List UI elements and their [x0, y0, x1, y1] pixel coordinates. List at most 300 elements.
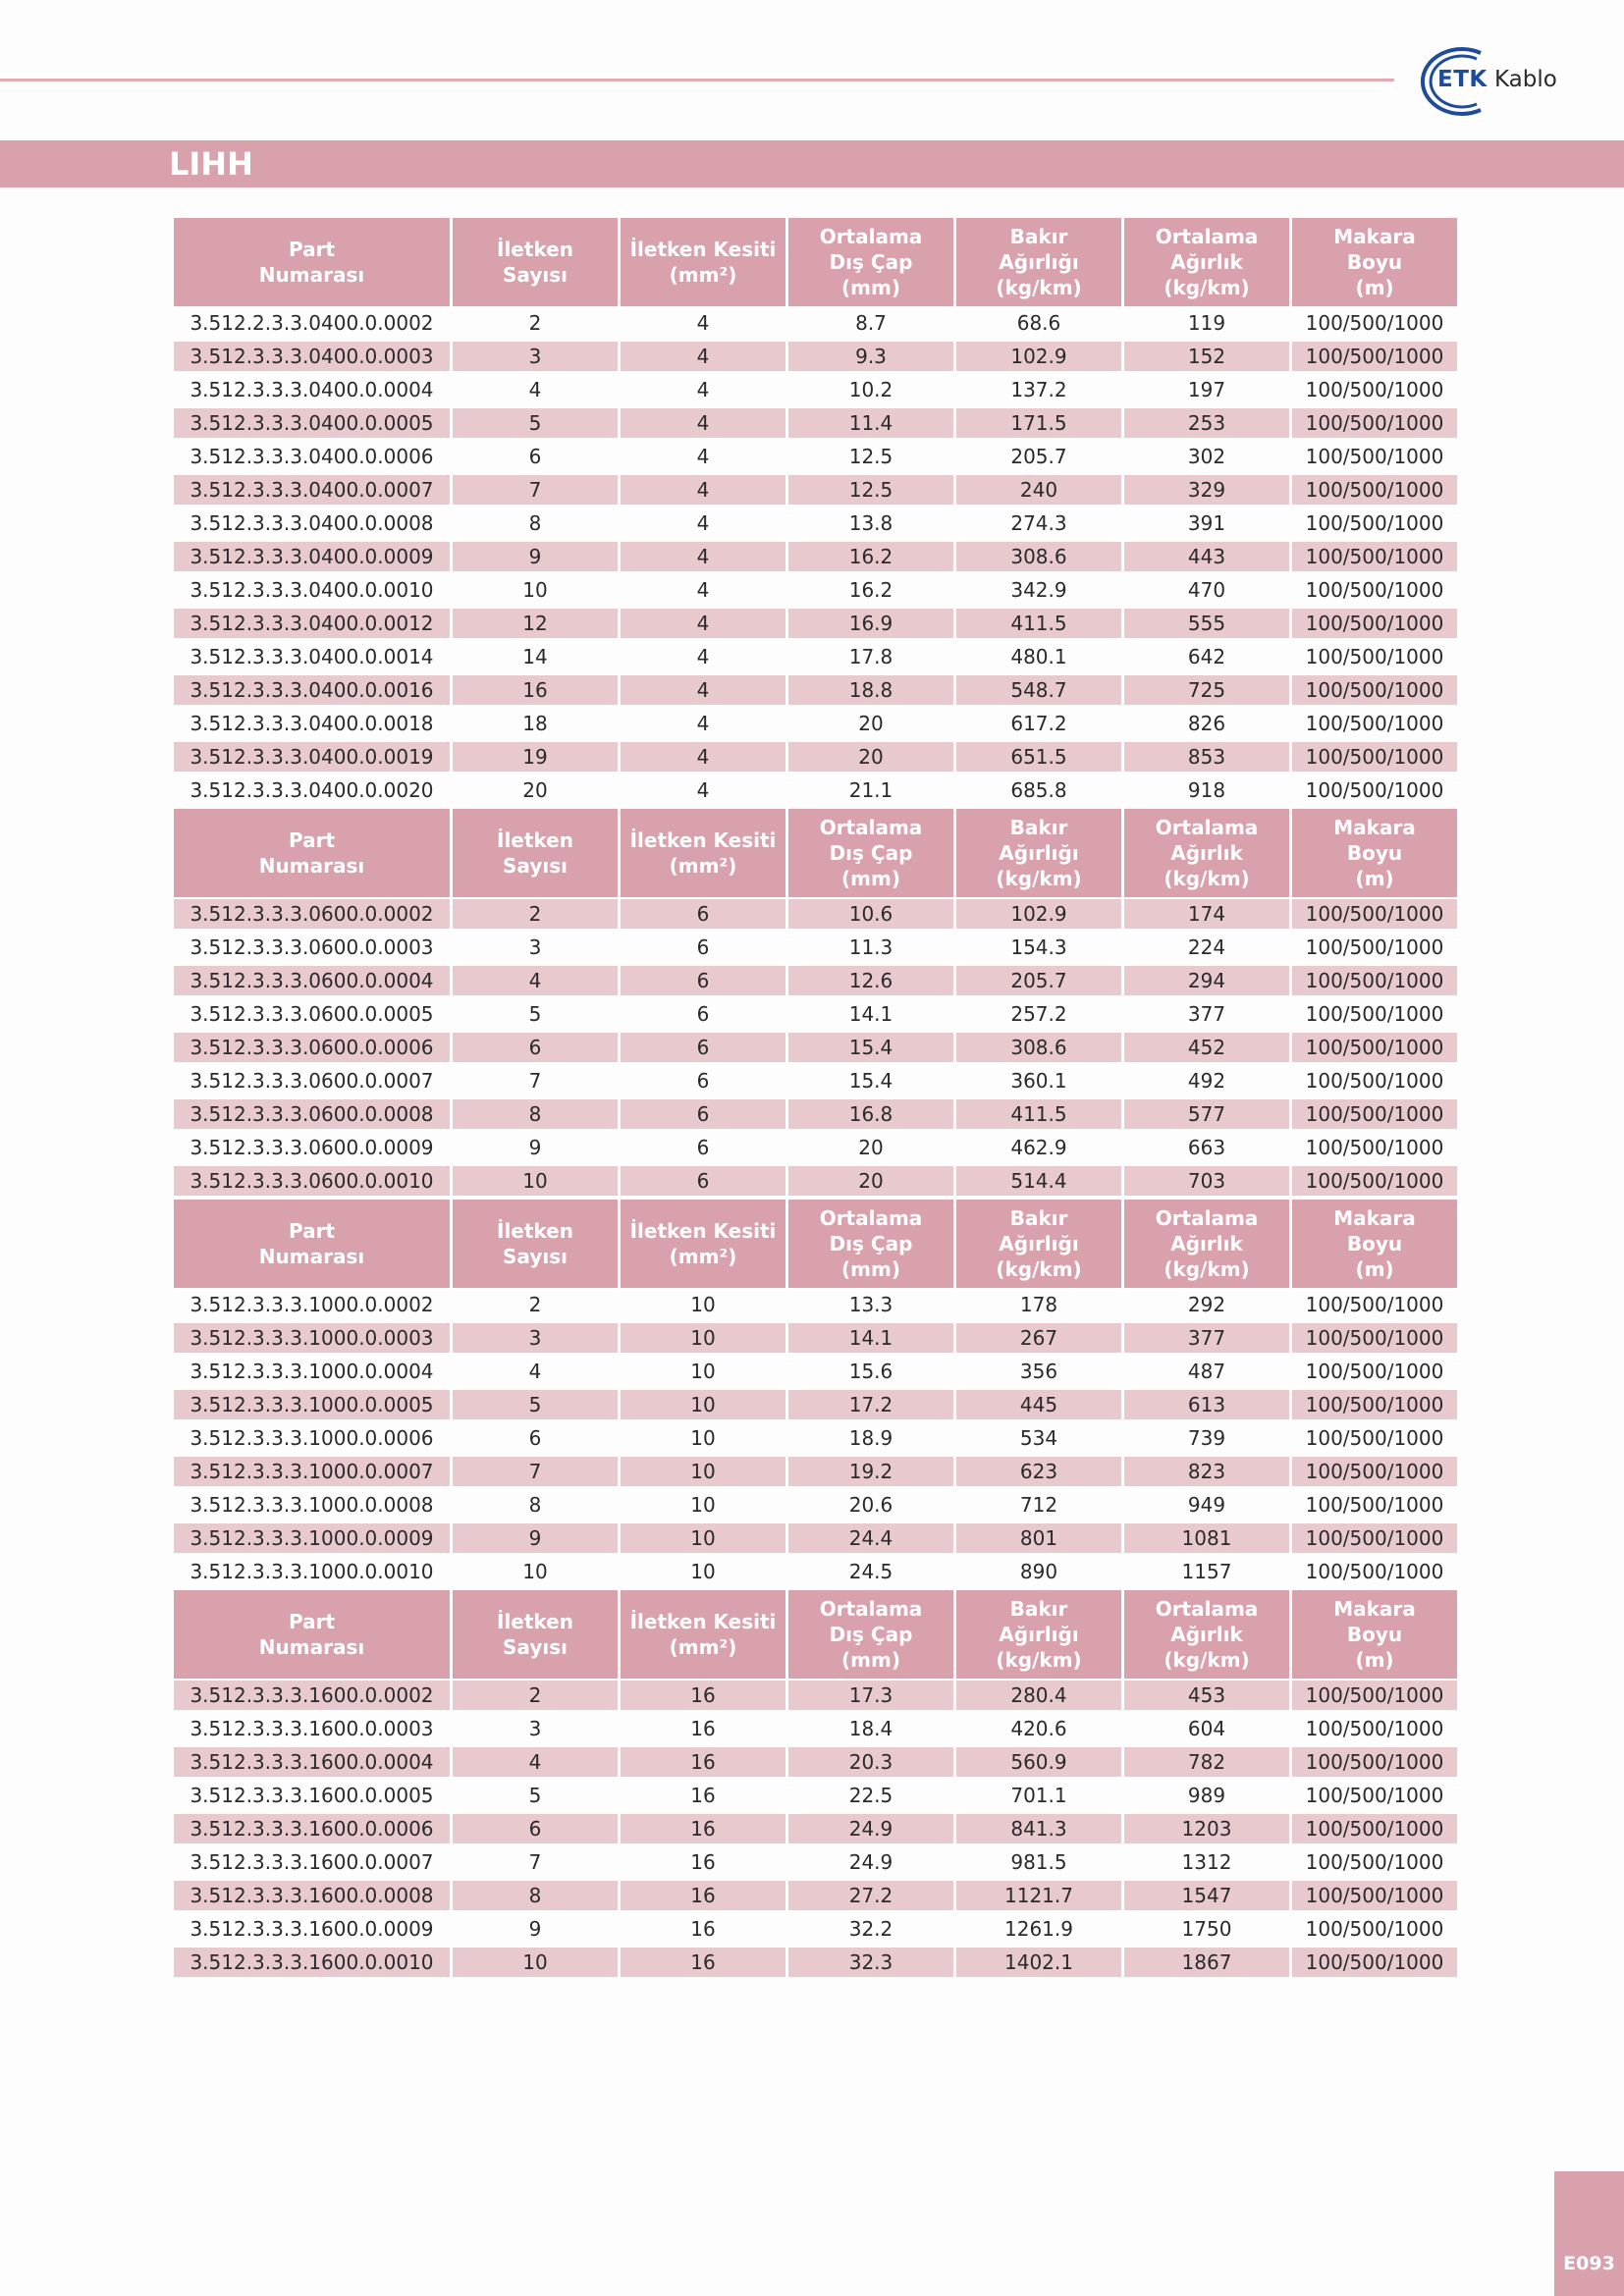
copper-weight-cell: 801 — [955, 1522, 1123, 1555]
table-row — [173, 1388, 1459, 1421]
conductor-section-cell: 6 — [620, 1164, 787, 1198]
table-row — [173, 1064, 1459, 1097]
conductor-count-cell: 2 — [452, 1680, 620, 1712]
avg-weight-cell: 292 — [1123, 1289, 1291, 1321]
outer-diameter-cell: 13.3 — [787, 1289, 955, 1321]
conductor-count-cell: 8 — [452, 1488, 620, 1522]
reel-length-cell: 100/500/1000 — [1291, 1488, 1459, 1522]
outer-diameter-cell: 20 — [787, 707, 955, 740]
conductor-section-cell: 10 — [620, 1522, 787, 1555]
part-number-cell: 3.512.3.3.3.0600.0.0003 — [173, 931, 452, 964]
part-number-cell: 3.512.3.3.3.0400.0.0012 — [173, 607, 452, 640]
part-number-cell: 3.512.3.3.3.0600.0.0002 — [173, 898, 452, 931]
outer-diameter-cell: 18.8 — [787, 673, 955, 707]
table-row — [173, 1164, 1459, 1198]
conductor-count-cell: 9 — [452, 1131, 620, 1164]
part-number-cell: 3.512.3.3.3.0400.0.0009 — [173, 540, 452, 573]
copper-weight-cell: 651.5 — [955, 740, 1123, 774]
copper-weight-cell: 685.8 — [955, 774, 1123, 807]
part-number-cell: 3.512.3.3.3.1600.0.0005 — [173, 1779, 452, 1812]
copper-weight-cell: 205.7 — [955, 964, 1123, 997]
conductor-count-cell: 6 — [452, 1421, 620, 1455]
avg-weight-cell: 823 — [1123, 1455, 1291, 1488]
conductor-count-header: İletken Sayısı — [452, 218, 620, 307]
conductor-section-cell: 4 — [620, 673, 787, 707]
outer-diameter-cell: 24.5 — [787, 1555, 955, 1588]
reel-length-cell: 100/500/1000 — [1291, 774, 1459, 807]
conductor-count-cell: 20 — [452, 774, 620, 807]
table-row — [173, 406, 1459, 440]
part-number-cell: 3.512.3.3.3.0400.0.0008 — [173, 507, 452, 540]
conductor-section-cell: 4 — [620, 573, 787, 607]
copper-weight-cell: 154.3 — [955, 931, 1123, 964]
conductor-section-cell: 6 — [620, 964, 787, 997]
part-number-header: Part Numarası — [173, 1588, 452, 1680]
table-row — [173, 1812, 1459, 1845]
avg-weight-cell: 452 — [1123, 1031, 1291, 1064]
conductor-count-header: İletken Sayısı — [452, 1198, 620, 1289]
conductor-section-cell: 16 — [620, 1812, 787, 1845]
logo-mark-text: ETK — [1437, 67, 1488, 92]
conductor-section-cell: 10 — [620, 1321, 787, 1355]
avg-weight-cell: 1867 — [1123, 1946, 1291, 1979]
copper-weight-cell: 240 — [955, 473, 1123, 507]
table-row — [173, 340, 1459, 373]
table-row — [173, 1321, 1459, 1355]
outer-diameter-header: Ortalama Dış Çap (mm) — [787, 1198, 955, 1289]
outer-diameter-cell: 16.2 — [787, 540, 955, 573]
avg-weight-cell: 642 — [1123, 640, 1291, 673]
conductor-section-cell: 10 — [620, 1388, 787, 1421]
outer-diameter-cell: 20 — [787, 1164, 955, 1198]
avg-weight-header: Ortalama Ağırlık (kg/km) — [1123, 807, 1291, 898]
conductor-section-cell: 6 — [620, 1131, 787, 1164]
reel-length-cell: 100/500/1000 — [1291, 640, 1459, 673]
conductor-count-cell: 5 — [452, 997, 620, 1031]
copper-weight-cell: 205.7 — [955, 440, 1123, 473]
conductor-section-cell: 6 — [620, 1064, 787, 1097]
conductor-count-cell: 7 — [452, 473, 620, 507]
reel-length-cell: 100/500/1000 — [1291, 1355, 1459, 1388]
outer-diameter-cell: 24.9 — [787, 1845, 955, 1879]
avg-weight-cell: 1081 — [1123, 1522, 1291, 1555]
part-number-cell: 3.512.3.3.3.1600.0.0010 — [173, 1946, 452, 1979]
conductor-section-cell: 4 — [620, 740, 787, 774]
reel-length-cell: 100/500/1000 — [1291, 406, 1459, 440]
table-row — [173, 607, 1459, 640]
avg-weight-cell: 174 — [1123, 898, 1291, 931]
conductor-section-cell: 10 — [620, 1455, 787, 1488]
part-number-cell: 3.512.3.3.3.1000.0.0010 — [173, 1555, 452, 1588]
table-row — [173, 1131, 1459, 1164]
copper-weight-cell: 560.9 — [955, 1745, 1123, 1779]
outer-diameter-cell: 15.6 — [787, 1355, 955, 1388]
copper-weight-cell: 1261.9 — [955, 1912, 1123, 1946]
part-number-cell: 3.512.3.3.3.0600.0.0006 — [173, 1031, 452, 1064]
avg-weight-header: Ortalama Ağırlık (kg/km) — [1123, 1588, 1291, 1680]
copper-weight-cell: 534 — [955, 1421, 1123, 1455]
part-number-cell: 3.512.3.3.3.1600.0.0007 — [173, 1845, 452, 1879]
conductor-count-cell: 2 — [452, 307, 620, 340]
part-number-cell: 3.512.3.3.3.1000.0.0003 — [173, 1321, 452, 1355]
conductor-section-cell: 4 — [620, 307, 787, 340]
copper-weight-cell: 171.5 — [955, 406, 1123, 440]
copper-weight-cell: 1402.1 — [955, 1946, 1123, 1979]
conductor-section-cell: 10 — [620, 1355, 787, 1388]
outer-diameter-cell: 17.3 — [787, 1680, 955, 1712]
avg-weight-cell: 470 — [1123, 573, 1291, 607]
conductor-section-cell: 16 — [620, 1680, 787, 1712]
outer-diameter-cell: 14.1 — [787, 1321, 955, 1355]
part-number-cell: 3.512.3.3.3.0600.0.0008 — [173, 1097, 452, 1131]
table-row — [173, 1712, 1459, 1745]
conductor-count-cell: 2 — [452, 898, 620, 931]
conductor-count-cell: 4 — [452, 964, 620, 997]
table-row — [173, 774, 1459, 807]
avg-weight-cell: 725 — [1123, 673, 1291, 707]
avg-weight-cell: 1157 — [1123, 1555, 1291, 1588]
table-row — [173, 1455, 1459, 1488]
reel-length-cell: 100/500/1000 — [1291, 440, 1459, 473]
outer-diameter-cell: 8.7 — [787, 307, 955, 340]
conductor-section-cell: 16 — [620, 1779, 787, 1812]
part-number-cell: 3.512.2.3.3.0400.0.0002 — [173, 307, 452, 340]
copper-weight-cell: 480.1 — [955, 640, 1123, 673]
conductor-count-cell: 9 — [452, 1912, 620, 1946]
table-row — [173, 1745, 1459, 1779]
reel-length-header: Makara Boyu (m) — [1291, 218, 1459, 307]
conductor-section-cell: 4 — [620, 640, 787, 673]
conductor-count-cell: 5 — [452, 1779, 620, 1812]
outer-diameter-cell: 16.8 — [787, 1097, 955, 1131]
outer-diameter-cell: 9.3 — [787, 340, 955, 373]
table-row — [173, 473, 1459, 507]
reel-length-header: Makara Boyu (m) — [1291, 1588, 1459, 1680]
copper-weight-cell: 981.5 — [955, 1845, 1123, 1879]
reel-length-cell: 100/500/1000 — [1291, 1712, 1459, 1745]
reel-length-cell: 100/500/1000 — [1291, 340, 1459, 373]
reel-length-cell: 100/500/1000 — [1291, 1680, 1459, 1712]
avg-weight-cell: 119 — [1123, 307, 1291, 340]
avg-weight-cell: 577 — [1123, 1097, 1291, 1131]
part-number-cell: 3.512.3.3.3.0600.0.0007 — [173, 1064, 452, 1097]
reel-length-cell: 100/500/1000 — [1291, 540, 1459, 573]
conductor-count-cell: 8 — [452, 507, 620, 540]
table-row — [173, 440, 1459, 473]
part-number-cell: 3.512.3.3.3.0400.0.0004 — [173, 373, 452, 406]
conductor-count-cell: 5 — [452, 406, 620, 440]
avg-weight-cell: 377 — [1123, 997, 1291, 1031]
avg-weight-cell: 329 — [1123, 473, 1291, 507]
outer-diameter-cell: 20.3 — [787, 1745, 955, 1779]
outer-diameter-cell: 11.4 — [787, 406, 955, 440]
reel-length-cell: 100/500/1000 — [1291, 573, 1459, 607]
conductor-section-cell: 4 — [620, 340, 787, 373]
copper-weight-cell: 178 — [955, 1289, 1123, 1321]
reel-length-cell: 100/500/1000 — [1291, 1064, 1459, 1097]
table-row — [173, 673, 1459, 707]
table-row — [173, 1355, 1459, 1388]
part-number-cell: 3.512.3.3.3.0400.0.0014 — [173, 640, 452, 673]
avg-weight-cell: 197 — [1123, 373, 1291, 406]
conductor-count-cell: 6 — [452, 1812, 620, 1845]
header-rule — [0, 79, 1394, 81]
copper-weight-cell: 267 — [955, 1321, 1123, 1355]
avg-weight-cell: 391 — [1123, 507, 1291, 540]
conductor-count-cell: 16 — [452, 673, 620, 707]
copper-weight-cell: 274.3 — [955, 507, 1123, 540]
conductor-count-cell: 10 — [452, 573, 620, 607]
part-number-cell: 3.512.3.3.3.1600.0.0008 — [173, 1879, 452, 1912]
conductor-count-cell: 10 — [452, 1164, 620, 1198]
reel-length-cell: 100/500/1000 — [1291, 1164, 1459, 1198]
copper-weight-cell: 514.4 — [955, 1164, 1123, 1198]
copper-weight-cell: 257.2 — [955, 997, 1123, 1031]
conductor-section-header: İletken Kesiti (mm²) — [620, 807, 787, 898]
part-number-cell: 3.512.3.3.3.1000.0.0006 — [173, 1421, 452, 1455]
logo-word-text: Kablo — [1494, 67, 1557, 92]
part-number-cell: 3.512.3.3.3.0400.0.0019 — [173, 740, 452, 774]
avg-weight-cell: 443 — [1123, 540, 1291, 573]
conductor-section-cell: 10 — [620, 1421, 787, 1455]
outer-diameter-cell: 21.1 — [787, 774, 955, 807]
table-row — [173, 964, 1459, 997]
outer-diameter-cell: 15.4 — [787, 1031, 955, 1064]
conductor-section-cell: 10 — [620, 1289, 787, 1321]
conductor-count-cell: 12 — [452, 607, 620, 640]
conductor-section-cell: 10 — [620, 1488, 787, 1522]
part-number-cell: 3.512.3.3.3.0400.0.0010 — [173, 573, 452, 607]
copper-weight-cell: 623 — [955, 1455, 1123, 1488]
conductor-section-cell: 16 — [620, 1912, 787, 1946]
conductor-count-cell: 5 — [452, 1388, 620, 1421]
table-row — [173, 540, 1459, 573]
copper-weight-cell: 308.6 — [955, 540, 1123, 573]
avg-weight-cell: 1312 — [1123, 1845, 1291, 1879]
part-number-cell: 3.512.3.3.3.1600.0.0003 — [173, 1712, 452, 1745]
outer-diameter-cell: 27.2 — [787, 1879, 955, 1912]
reel-length-cell: 100/500/1000 — [1291, 1812, 1459, 1845]
outer-diameter-cell: 20 — [787, 1131, 955, 1164]
outer-diameter-cell: 19.2 — [787, 1455, 955, 1488]
copper-weight-cell: 445 — [955, 1388, 1123, 1421]
avg-weight-cell: 1547 — [1123, 1879, 1291, 1912]
outer-diameter-cell: 20.6 — [787, 1488, 955, 1522]
cable-spec-table — [171, 218, 1460, 1981]
conductor-count-cell: 9 — [452, 540, 620, 573]
avg-weight-cell: 492 — [1123, 1064, 1291, 1097]
reel-length-cell: 100/500/1000 — [1291, 1388, 1459, 1421]
copper-weight-cell: 356 — [955, 1355, 1123, 1388]
avg-weight-cell: 253 — [1123, 406, 1291, 440]
avg-weight-cell: 377 — [1123, 1321, 1291, 1355]
outer-diameter-cell: 24.4 — [787, 1522, 955, 1555]
part-number-cell: 3.512.3.3.3.1000.0.0009 — [173, 1522, 452, 1555]
table-row — [173, 931, 1459, 964]
table-row — [173, 640, 1459, 673]
outer-diameter-cell: 22.5 — [787, 1779, 955, 1812]
conductor-count-cell: 8 — [452, 1879, 620, 1912]
copper-weight-cell: 548.7 — [955, 673, 1123, 707]
reel-length-cell: 100/500/1000 — [1291, 1779, 1459, 1812]
reel-length-cell: 100/500/1000 — [1291, 898, 1459, 931]
avg-weight-cell: 1203 — [1123, 1812, 1291, 1845]
conductor-section-cell: 6 — [620, 931, 787, 964]
copper-weight-cell: 102.9 — [955, 898, 1123, 931]
table-row — [173, 1097, 1459, 1131]
avg-weight-cell: 555 — [1123, 607, 1291, 640]
conductor-count-cell: 10 — [452, 1555, 620, 1588]
part-number-cell: 3.512.3.3.3.0400.0.0006 — [173, 440, 452, 473]
outer-diameter-header: Ortalama Dış Çap (mm) — [787, 218, 955, 307]
copper-weight-cell: 1121.7 — [955, 1879, 1123, 1912]
outer-diameter-cell: 12.6 — [787, 964, 955, 997]
reel-length-cell: 100/500/1000 — [1291, 1745, 1459, 1779]
conductor-section-cell: 6 — [620, 1097, 787, 1131]
conductor-count-cell: 8 — [452, 1097, 620, 1131]
copper-weight-header: Bakır Ağırlığı (kg/km) — [955, 1198, 1123, 1289]
copper-weight-cell: 102.9 — [955, 340, 1123, 373]
conductor-section-cell: 4 — [620, 774, 787, 807]
conductor-section-cell: 4 — [620, 373, 787, 406]
table-row — [173, 1031, 1459, 1064]
conductor-section-cell: 6 — [620, 1031, 787, 1064]
part-number-cell: 3.512.3.3.3.1600.0.0006 — [173, 1812, 452, 1845]
copper-weight-cell: 342.9 — [955, 573, 1123, 607]
table-row — [173, 507, 1459, 540]
conductor-section-cell: 4 — [620, 707, 787, 740]
conductor-count-cell: 6 — [452, 1031, 620, 1064]
outer-diameter-cell: 24.9 — [787, 1812, 955, 1845]
part-number-cell: 3.512.3.3.3.1600.0.0002 — [173, 1680, 452, 1712]
reel-length-cell: 100/500/1000 — [1291, 1522, 1459, 1555]
reel-length-cell: 100/500/1000 — [1291, 507, 1459, 540]
page-number-tab — [1554, 2171, 1624, 2296]
part-number-cell: 3.512.3.3.3.1600.0.0004 — [173, 1745, 452, 1779]
outer-diameter-cell: 10.6 — [787, 898, 955, 931]
header-row — [173, 218, 1459, 307]
avg-weight-cell: 302 — [1123, 440, 1291, 473]
reel-length-cell: 100/500/1000 — [1291, 307, 1459, 340]
table-row — [173, 997, 1459, 1031]
reel-length-cell: 100/500/1000 — [1291, 607, 1459, 640]
avg-weight-cell: 989 — [1123, 1779, 1291, 1812]
conductor-count-cell: 6 — [452, 440, 620, 473]
conductor-count-cell: 2 — [452, 1289, 620, 1321]
conductor-section-cell: 4 — [620, 473, 787, 507]
avg-weight-cell: 604 — [1123, 1712, 1291, 1745]
reel-length-cell: 100/500/1000 — [1291, 997, 1459, 1031]
conductor-count-cell: 4 — [452, 1355, 620, 1388]
conductor-count-cell: 7 — [452, 1455, 620, 1488]
copper-weight-cell: 890 — [955, 1555, 1123, 1588]
avg-weight-cell: 487 — [1123, 1355, 1291, 1388]
conductor-section-cell: 4 — [620, 540, 787, 573]
outer-diameter-cell: 12.5 — [787, 473, 955, 507]
copper-weight-header: Bakır Ağırlığı (kg/km) — [955, 1588, 1123, 1680]
avg-weight-cell: 703 — [1123, 1164, 1291, 1198]
part-number-cell: 3.512.3.3.3.0400.0.0003 — [173, 340, 452, 373]
part-number-header: Part Numarası — [173, 1198, 452, 1289]
header-row — [173, 1588, 1459, 1680]
table-row — [173, 1845, 1459, 1879]
avg-weight-cell: 739 — [1123, 1421, 1291, 1455]
reel-length-header: Makara Boyu (m) — [1291, 807, 1459, 898]
outer-diameter-cell: 18.9 — [787, 1421, 955, 1455]
table-row — [173, 740, 1459, 774]
reel-length-cell: 100/500/1000 — [1291, 1097, 1459, 1131]
avg-weight-cell: 613 — [1123, 1388, 1291, 1421]
reel-length-cell: 100/500/1000 — [1291, 1321, 1459, 1355]
outer-diameter-cell: 18.4 — [787, 1712, 955, 1745]
conductor-section-cell: 16 — [620, 1879, 787, 1912]
copper-weight-cell: 280.4 — [955, 1680, 1123, 1712]
conductor-section-cell: 16 — [620, 1845, 787, 1879]
page-title: LIHH — [169, 145, 253, 183]
table-row — [173, 373, 1459, 406]
reel-length-cell: 100/500/1000 — [1291, 1555, 1459, 1588]
conductor-count-cell: 19 — [452, 740, 620, 774]
copper-weight-cell: 360.1 — [955, 1064, 1123, 1097]
outer-diameter-cell: 12.5 — [787, 440, 955, 473]
outer-diameter-header: Ortalama Dış Çap (mm) — [787, 807, 955, 898]
conductor-section-cell: 16 — [620, 1712, 787, 1745]
outer-diameter-cell: 17.8 — [787, 640, 955, 673]
avg-weight-cell: 294 — [1123, 964, 1291, 997]
reel-length-cell: 100/500/1000 — [1291, 707, 1459, 740]
part-number-cell: 3.512.3.3.3.0400.0.0016 — [173, 673, 452, 707]
conductor-section-cell: 16 — [620, 1946, 787, 1979]
avg-weight-cell: 782 — [1123, 1745, 1291, 1779]
part-number-header: Part Numarası — [173, 218, 452, 307]
part-number-cell: 3.512.3.3.3.0400.0.0018 — [173, 707, 452, 740]
reel-length-cell: 100/500/1000 — [1291, 1879, 1459, 1912]
avg-weight-cell: 152 — [1123, 340, 1291, 373]
table-row — [173, 1289, 1459, 1321]
outer-diameter-cell: 32.3 — [787, 1946, 955, 1979]
table-row — [173, 1779, 1459, 1812]
reel-length-cell: 100/500/1000 — [1291, 1289, 1459, 1321]
copper-weight-cell: 68.6 — [955, 307, 1123, 340]
conductor-count-cell: 3 — [452, 340, 620, 373]
conductor-section-header: İletken Kesiti (mm²) — [620, 1198, 787, 1289]
avg-weight-header: Ortalama Ağırlık (kg/km) — [1123, 218, 1291, 307]
reel-length-cell: 100/500/1000 — [1291, 740, 1459, 774]
reel-length-cell: 100/500/1000 — [1291, 1455, 1459, 1488]
copper-weight-cell: 308.6 — [955, 1031, 1123, 1064]
conductor-count-cell: 18 — [452, 707, 620, 740]
avg-weight-cell: 853 — [1123, 740, 1291, 774]
conductor-section-cell: 10 — [620, 1555, 787, 1588]
conductor-section-cell: 16 — [620, 1745, 787, 1779]
part-number-cell: 3.512.3.3.3.0400.0.0005 — [173, 406, 452, 440]
table-row — [173, 1522, 1459, 1555]
part-number-cell: 3.512.3.3.3.1000.0.0004 — [173, 1355, 452, 1388]
reel-length-cell: 100/500/1000 — [1291, 373, 1459, 406]
outer-diameter-cell: 11.3 — [787, 931, 955, 964]
reel-length-cell: 100/500/1000 — [1291, 931, 1459, 964]
conductor-count-header: İletken Sayısı — [452, 1588, 620, 1680]
reel-length-cell: 100/500/1000 — [1291, 1421, 1459, 1455]
conductor-section-cell: 6 — [620, 997, 787, 1031]
part-number-cell: 3.512.3.3.3.1000.0.0005 — [173, 1388, 452, 1421]
avg-weight-cell: 663 — [1123, 1131, 1291, 1164]
conductor-section-cell: 4 — [620, 440, 787, 473]
avg-weight-cell: 224 — [1123, 931, 1291, 964]
reel-length-cell: 100/500/1000 — [1291, 1845, 1459, 1879]
table-row — [173, 307, 1459, 340]
table-row — [173, 573, 1459, 607]
